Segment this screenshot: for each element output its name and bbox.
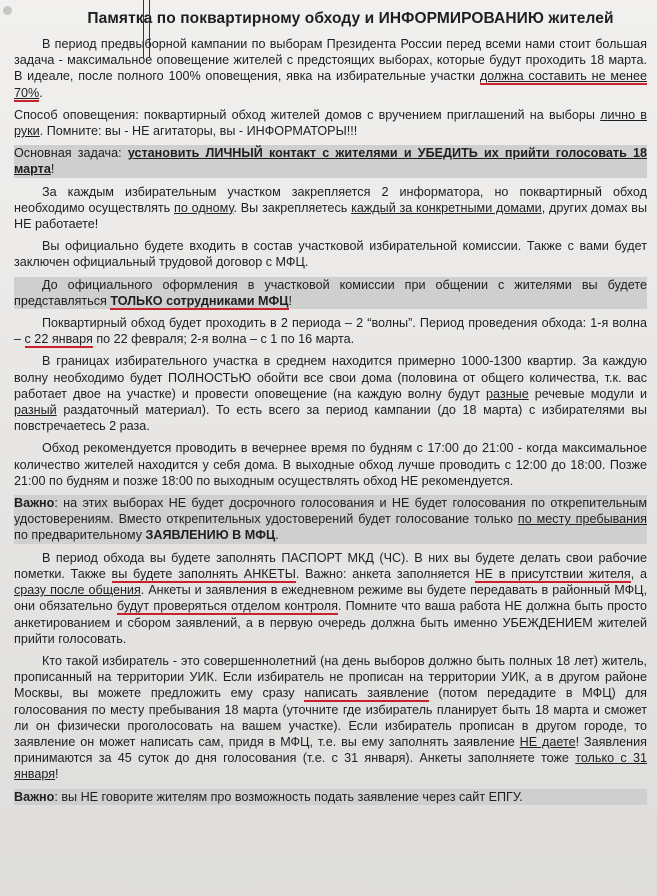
underlined-text: каждый за конкретными домами bbox=[351, 200, 542, 215]
text: , а bbox=[630, 566, 648, 581]
paragraph-introduce bbox=[14, 277, 647, 309]
text: (потом передадите в МФЦ) для голосования по месту пребывания 18 марта (уточните где избиратель планирует быть 18 марта и сможет ли он физически проголосовать на вашем участке). Если избиратель прописан в другом городе, то заявление он может написать сам, придя в МФЦ, т.е. вы ему заполнять заявление bbox=[14, 686, 648, 749]
underlined-text: только с 31 января bbox=[14, 751, 647, 782]
punch-hole bbox=[3, 6, 12, 15]
text: раздаточный материал). То есть всего за период кампании (до 18 марта) с избирателями вы повстречаетесь 2 раза. bbox=[14, 403, 647, 434]
text: по предварительному bbox=[14, 528, 146, 543]
text: В период обхода вы будете заполнять ПАСПОРТ МКД (ЧС). В них вы будете делать свои рабочие пометки. Также bbox=[14, 550, 647, 581]
underlined-text: разные bbox=[486, 386, 529, 401]
underlined-text: НЕ в присутствии жителя bbox=[475, 566, 631, 581]
underlined-text: лично в руки bbox=[14, 107, 648, 139]
paragraph-forms bbox=[14, 550, 647, 647]
text: . bbox=[39, 85, 43, 100]
paragraph-main-task bbox=[14, 145, 647, 177]
bold-text: Важно bbox=[14, 496, 55, 511]
text: ! bbox=[55, 767, 59, 782]
text: . Помните что ваша работа НЕ должна быть просто анкетированием и сбором заявлений, а в первую очередь должна быть именно УБЕЖДЕНИЕМ жителей прийти голосовать. bbox=[14, 599, 647, 646]
underlined-text: по одному bbox=[174, 200, 234, 215]
text: речевые модули и bbox=[528, 386, 647, 401]
underlined-text: написать заявление bbox=[304, 686, 429, 701]
text: . Помните: вы - НЕ агитаторы, вы - ИНФОРМАТОРЫ!!! bbox=[39, 124, 358, 139]
text: ! bbox=[50, 162, 55, 177]
paragraph-intro bbox=[14, 36, 647, 101]
text: . Анкеты и заявления в ежедневном режиме вы будете передавать в районный МФЦ, они обязательно bbox=[14, 583, 647, 614]
bold-text: ТОЛЬКО сотрудниками МФЦ bbox=[110, 293, 289, 308]
text: Основная задача: bbox=[14, 146, 128, 161]
text: Поквартирный обход будет проходить в 2 периода – 2 “волны”. Период проведения обхода: 1-я волна – bbox=[14, 316, 647, 347]
text: . bbox=[275, 528, 279, 543]
text: : на этих выборах НЕ будет досрочного голосования и НЕ будет голосования по открепительным удостоверениям. Вместо открепительных удостоверений будет голосование только bbox=[14, 496, 647, 527]
underlined-text: сразу после общения bbox=[14, 583, 141, 598]
paragraph-waves bbox=[14, 315, 647, 347]
text: В границах избирательного участка в среднем находится примерно 1000-1300 квартир. За каждую волну необходимо будет ПОЛНОСТЬЮ обойти все свои дома (половина от общего количества, т.к. вас работает двое на участке) и провести оповещение (на каждую волну будут bbox=[14, 354, 647, 401]
underlined-text: по месту пребывания bbox=[517, 512, 647, 527]
text: . Важно: анкета заполняется bbox=[295, 566, 476, 581]
document-title: Памятка по поквартирному обходу и ИНФОРМИРОВАНИЮ жителей bbox=[87, 10, 614, 27]
text: В период предвыборной кампании по выборам Президента России перед всеми нами стоит большая задача - максимальное оповещение жителей с предстоящих выборах, которые будут проходить 18 марта. В идеале, после полного 100% оповещения, явка на избирательные участки bbox=[14, 37, 647, 84]
bold-text: ЗАЯВЛЕНИЮ В МФЦ bbox=[145, 528, 276, 543]
paragraph-important-voting bbox=[14, 495, 647, 544]
text: . Вы закрепляетесь bbox=[233, 200, 352, 215]
underlined-text: вы будете заполнять АНКЕТЫ bbox=[111, 566, 296, 581]
text: Способ оповещения: поквартирный обход жителей домов с вручением приглашений на выборы bbox=[14, 107, 601, 122]
text: по 22 февраля; 2-я волна – с 1 по 16 марта. bbox=[92, 332, 355, 347]
text: ! Заявления принимаются за 45 суток до дня голосования (т.е. с 31 января). Анкеты заполняете тоже bbox=[14, 734, 647, 766]
underlined-text: должна составить не менее 70% bbox=[14, 69, 647, 100]
paragraph-method bbox=[14, 107, 647, 139]
text: За каждым избирательным участком закрепляется 2 информатора, но поквартирный обход необходимо осуществлять bbox=[14, 184, 647, 215]
paragraph-schedule: Обход рекомендуется проводить в вечернее время по будням с 17:00 до 21:00 - когда максимальное количество жителей находится у себя дома. В выходные обход лучше проводить с 12:00 до 18:00. Позже 21:00 по будням и позже 18:00 по выходным осуществлять обход НЕ рекомендуется. bbox=[14, 441, 647, 488]
underlined-text: с 22 января bbox=[24, 332, 93, 347]
paragraph-commission: Вы официально будете входить в состав участковой избирательной комиссии. Также с вами будет заключен официальный трудовой договор с МФЦ. bbox=[14, 239, 647, 270]
text: До официального оформления в участковой комиссии при общении с жителями вы будете представляться bbox=[14, 277, 647, 308]
underlined-text: разный bbox=[14, 403, 57, 418]
text: Кто такой избиратель - это совершеннолетний (на день выборов должно быть полных 18 лет) житель, прописанный на территории УИК. Если избиратель не прописан на территории УИК, а в другом районе Москвы, вы можете предложить ему сразу bbox=[14, 653, 647, 701]
bold-text: установить ЛИЧНЫЙ контакт с жителями и УБЕДИТЬ их прийти голосовать 18 марта bbox=[14, 146, 648, 177]
text: , других домах вы НЕ работаете! bbox=[14, 200, 648, 232]
pen-mark bbox=[143, 0, 150, 58]
paragraph-important-epgu bbox=[14, 789, 647, 805]
bold-text: Важно bbox=[14, 789, 55, 804]
underlined-text: будут проверяться отделом контроля bbox=[116, 599, 338, 614]
paragraph-apartments bbox=[14, 353, 647, 434]
paragraph-voter bbox=[14, 653, 647, 783]
paragraph-informators bbox=[14, 184, 647, 233]
underlined-text: НЕ даете bbox=[519, 734, 576, 749]
text: ! bbox=[288, 293, 292, 308]
text: : вы НЕ говорите жителям про возможность подать заявление через сайт ЕПГУ. bbox=[54, 789, 523, 804]
